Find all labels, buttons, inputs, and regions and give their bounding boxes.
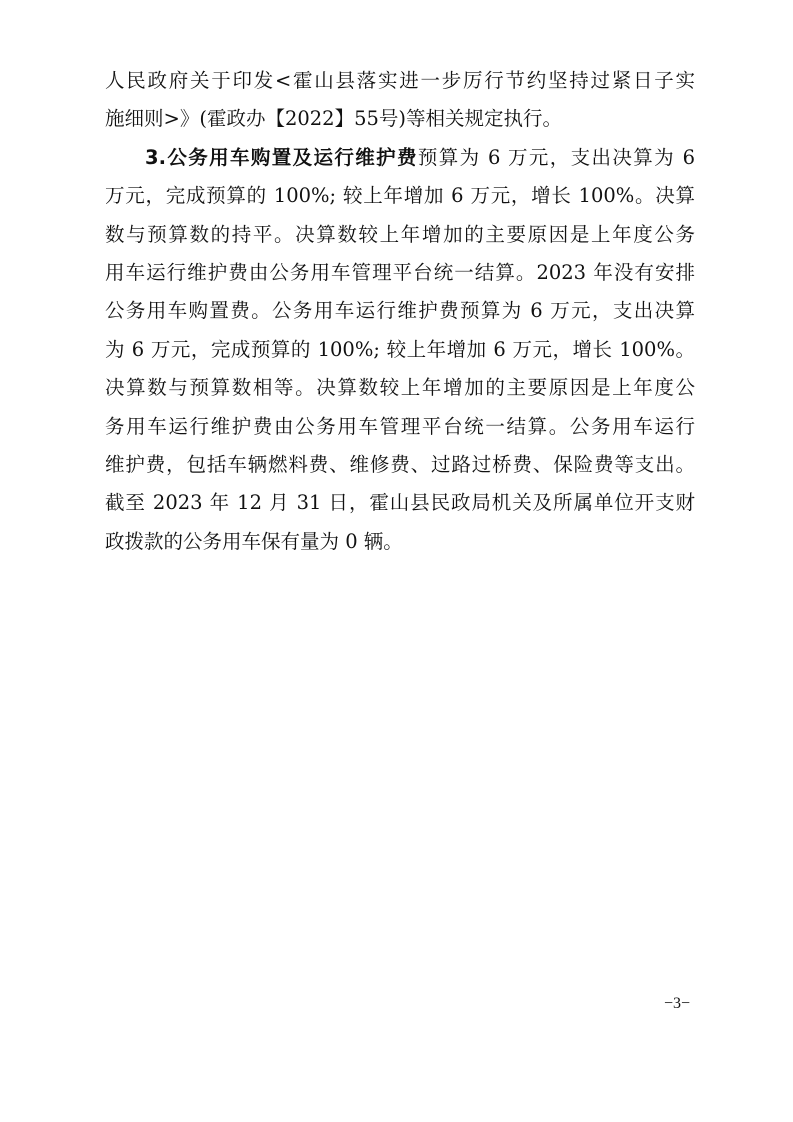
text-line: 用车运行维护费由公务用车管理平台统一结算。2023 年没有安排: [105, 260, 695, 284]
page-number: −3−: [663, 995, 690, 1012]
text-line: 公务用车购置费。公务用车运行维护费预算为 6 万元，支出决算: [105, 299, 695, 323]
text-line-rest: 预算为 6 万元，支出决算为 6: [417, 145, 695, 169]
section-heading: 3.公务用车购置及运行维护费: [145, 145, 418, 169]
text-line: 维护费，包括车辆燃料费、维修费、过路过桥费、保险费等支出。: [105, 452, 695, 476]
text-line: 截至 2023 年 12 月 31 日，霍山县民政局机关及所属单位开支财: [105, 491, 695, 515]
text-line: 施细则>》(霍政办【2022】55号)等相关规定执行。: [105, 107, 562, 131]
text-line: 人民政府关于印发<霍山县落实进一步厉行节约坚持过紧日子实: [105, 69, 695, 92]
body-text: [105, 62, 695, 561]
text-line: 万元，完成预算的 100%; 较上年增加 6 万元，增长 100%。决算: [105, 184, 695, 208]
text-line: 为 6 万元，完成预算的 100%; 较上年增加 6 万元，增长 100%。: [105, 337, 695, 361]
text-line: 政拨款的公务用车保有量为 0 辆。: [105, 529, 403, 553]
section-first-line: [105, 139, 695, 177]
text-line: 数与预算数的持平。决算数较上年增加的主要原因是上年度公务: [105, 222, 695, 246]
text-line: 决算数与预算数相等。决算数较上年增加的主要原因是上年度公: [105, 376, 695, 400]
text-line: 务用车运行维护费由公务用车管理平台统一结算。公务用车运行: [105, 414, 695, 438]
